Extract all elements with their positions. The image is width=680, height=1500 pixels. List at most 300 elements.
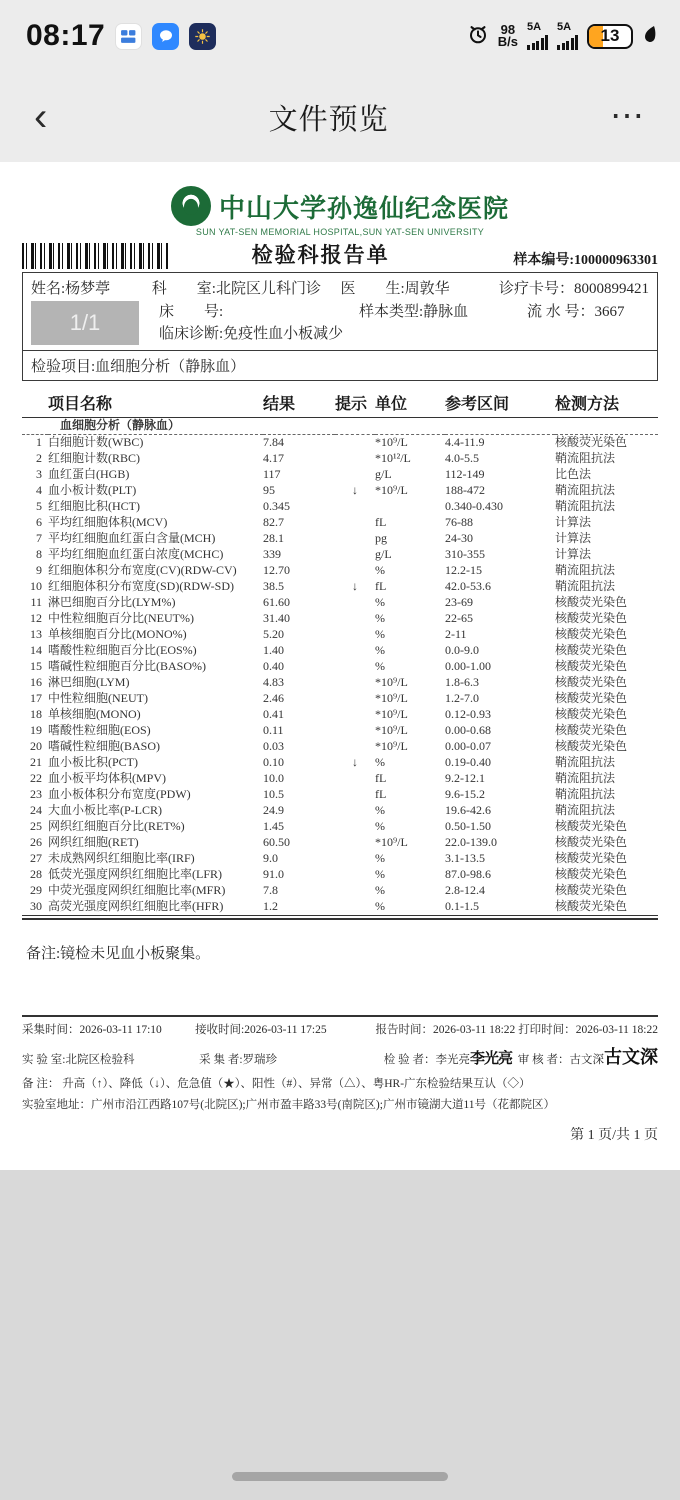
row-method: 核酸荧光染色 — [555, 659, 628, 673]
exam-item-value: 血细胞分析（静脉血） — [95, 358, 246, 375]
table-row — [22, 883, 658, 899]
row-flag — [335, 563, 375, 579]
row-reference: 112-149 — [445, 467, 485, 481]
hospital-header — [22, 180, 658, 237]
table-row — [22, 867, 658, 883]
row-flag — [335, 867, 375, 883]
lab-report — [22, 180, 658, 1148]
row-reference: 4.0-5.5 — [445, 451, 479, 465]
table-row — [22, 515, 658, 531]
row-reference: 1.8-6.3 — [445, 675, 479, 689]
row-flag — [335, 434, 375, 451]
table-row — [22, 755, 658, 771]
row-method: 计算法 — [555, 531, 592, 545]
row-unit: *10⁹/L — [375, 483, 408, 497]
row-result: 31.40 — [263, 611, 290, 625]
page-title: 文件预览 — [268, 103, 389, 136]
exam-item-row — [22, 350, 658, 381]
row-method: 核酸荧光染色 — [555, 595, 628, 609]
table-row — [22, 851, 658, 867]
table-row — [22, 547, 658, 563]
row-unit: fL — [375, 579, 387, 593]
network-speed-unit: B/s — [497, 34, 518, 49]
sample-number-value: 100000963301 — [574, 253, 658, 268]
row-flag — [335, 771, 375, 787]
row-reference: 4.4-11.9 — [445, 435, 485, 449]
row-flag — [335, 659, 375, 675]
row-result: 2.46 — [263, 691, 284, 705]
row-index: 23 — [30, 787, 42, 801]
row-reference: 2-11 — [445, 627, 467, 641]
row-item-name: 红细胞比积(HCT) — [48, 499, 140, 513]
row-index: 21 — [30, 755, 42, 769]
table-row — [22, 771, 658, 787]
row-item-name: 血小板比积(PCT) — [48, 755, 139, 769]
row-item-name: 平均红细胞体积(MCV) — [48, 515, 168, 529]
header-result: 结果 — [263, 391, 335, 418]
row-result: 0.345 — [263, 499, 290, 513]
tester-label: 检 验 者： — [383, 1053, 436, 1066]
row-flag — [335, 467, 375, 483]
reviewer-signature: 古文深 — [604, 1046, 658, 1068]
row-flag — [335, 707, 375, 723]
row-index: 3 — [36, 467, 42, 481]
table-row — [22, 739, 658, 755]
table-row — [22, 627, 658, 643]
row-index: 14 — [30, 643, 42, 657]
doctor-value: 周敦华 — [404, 281, 450, 297]
row-method: 核酸荧光染色 — [555, 867, 628, 881]
diagnosis-value: 免疫性血小板减少 — [223, 326, 344, 342]
row-unit: *10⁹/L — [375, 691, 408, 705]
row-flag — [335, 723, 375, 739]
row-method: 核酸荧光染色 — [555, 627, 628, 641]
row-result: 10.0 — [263, 771, 284, 785]
row-flag — [335, 499, 375, 515]
row-result: 82.7 — [263, 515, 284, 529]
row-reference: 12.2-15 — [445, 563, 482, 577]
row-unit: *10⁹/L — [375, 739, 408, 753]
row-reference: 87.0-98.6 — [445, 867, 491, 881]
document-sheet — [0, 162, 680, 1170]
row-result: 9.0 — [263, 851, 278, 865]
row-item-name: 白细胞计数(WBC) — [48, 435, 144, 449]
table-row — [22, 563, 658, 579]
row-result: 0.40 — [263, 659, 284, 673]
table-row — [22, 819, 658, 835]
print-time-value: 2026-03-11 18:22 — [575, 1023, 658, 1036]
row-reference: 310-355 — [445, 547, 485, 561]
receive-time-label: 接收时间: — [195, 1023, 245, 1036]
row-flag: ↓ — [352, 579, 358, 593]
row-method: 核酸荧光染色 — [555, 851, 628, 865]
table-row — [22, 499, 658, 515]
row-reference: 24-30 — [445, 531, 473, 545]
row-result: 1.40 — [263, 643, 284, 657]
row-method: 比色法 — [555, 467, 592, 481]
results-table-head — [22, 391, 658, 418]
results-group-row — [22, 417, 658, 434]
row-item-name: 未成熟网织红细胞比率(IRF) — [48, 851, 195, 865]
row-index: 11 — [30, 595, 42, 609]
row-method: 鞘流阻抗法 — [555, 451, 616, 465]
row-flag — [335, 819, 375, 835]
home-indicator-bar[interactable] — [0, 1452, 680, 1500]
table-row — [22, 787, 658, 803]
page-indicator: 第 1 页/共 1 页 — [570, 1127, 658, 1143]
row-index: 6 — [36, 515, 42, 529]
patient-name-label: 姓名: — [31, 281, 66, 297]
row-result: 117 — [263, 467, 281, 481]
row-unit: % — [375, 803, 385, 817]
row-flag — [335, 643, 375, 659]
status-bar-right — [467, 22, 658, 50]
legend-label: 备 注： — [22, 1078, 60, 1091]
row-item-name: 红细胞计数(RBC) — [48, 451, 141, 465]
row-reference: 22-65 — [445, 611, 473, 625]
header-method: 检测方法 — [555, 391, 658, 418]
table-row — [22, 835, 658, 851]
row-reference: 0.00-0.07 — [445, 739, 491, 753]
row-method: 鞘流阻抗法 — [555, 771, 616, 785]
network-speed-value: 98 — [500, 21, 516, 37]
row-item-name: 血小板体积分布宽度(PDW) — [48, 787, 191, 801]
patient-info-box — [22, 272, 658, 350]
row-reference: 0.340-0.430 — [445, 499, 503, 513]
row-result: 60.50 — [263, 835, 290, 849]
table-row — [22, 483, 658, 499]
row-unit: fL — [375, 787, 387, 801]
row-result: 10.5 — [263, 787, 284, 801]
table-row — [22, 434, 658, 451]
table-row — [22, 579, 658, 595]
row-reference: 9.6-15.2 — [445, 787, 485, 801]
row-method: 核酸荧光染色 — [555, 883, 628, 897]
row-index: 9 — [36, 563, 42, 577]
row-reference: 0.12-0.93 — [445, 707, 491, 721]
lab-label: 实 验 室: — [22, 1053, 66, 1066]
row-method: 核酸荧光染色 — [555, 643, 628, 657]
row-flag — [335, 595, 375, 611]
row-index: 24 — [30, 803, 42, 817]
results-header-row — [22, 391, 658, 418]
row-result: 0.41 — [263, 707, 284, 721]
row-index: 15 — [30, 659, 42, 673]
status-bar — [0, 0, 680, 72]
report-title: 检验科报告单 — [251, 243, 390, 267]
row-flag — [335, 691, 375, 707]
card-number-label: 诊疗卡号： — [498, 281, 574, 297]
row-result: 1.2 — [263, 899, 278, 913]
row-result: 0.03 — [263, 739, 284, 753]
row-unit: % — [375, 819, 385, 833]
row-item-name: 中荧光强度网织红细胞比率(MFR) — [48, 883, 226, 897]
row-method: 核酸荧光染色 — [555, 739, 628, 753]
row-reference: 42.0-53.6 — [445, 579, 491, 593]
row-index: 29 — [30, 883, 42, 897]
row-reference: 2.8-12.4 — [445, 883, 485, 897]
row-unit: *10⁹/L — [375, 723, 408, 737]
row-method: 鞘流阻抗法 — [555, 579, 616, 593]
row-result: 5.20 — [263, 627, 284, 641]
report-time-value: 2026-03-11 18:22 — [433, 1023, 516, 1036]
address-label: 实验室地址： — [22, 1099, 91, 1112]
row-reference: 19.6-42.6 — [445, 803, 491, 817]
row-index: 27 — [30, 851, 42, 865]
row-unit: % — [375, 851, 385, 865]
row-item-name: 红细胞体积分布宽度(CV)(RDW-CV) — [48, 563, 237, 577]
table-row — [22, 643, 658, 659]
row-index: 28 — [30, 867, 42, 881]
hospital-name-cn-1: 中山大学 — [218, 193, 327, 224]
row-item-name: 淋巴细胞百分比(LYM%) — [48, 595, 176, 609]
patient-name-value: 杨梦葶 — [65, 281, 111, 297]
row-reference: 0.50-1.50 — [445, 819, 491, 833]
sim1-label: 5A — [527, 21, 542, 33]
header-reference: 参考区间 — [445, 391, 555, 418]
row-flag — [335, 739, 375, 755]
department-value: 北院区儿科门诊 — [215, 281, 321, 297]
results-group-title: 血细胞分析（静脉血） — [48, 417, 658, 434]
network-speed — [497, 21, 518, 49]
row-unit: pg — [375, 531, 387, 545]
report-footer — [22, 1017, 658, 1149]
home-indicator[interactable] — [232, 1472, 448, 1481]
chat-app-icon — [152, 23, 179, 50]
row-method: 核酸荧光染色 — [555, 691, 628, 705]
row-unit: % — [375, 755, 385, 769]
row-index: 5 — [36, 499, 42, 513]
doctor-label: 医 生: — [340, 281, 405, 297]
row-item-name: 网织红细胞(RET) — [48, 835, 139, 849]
row-result: 24.9 — [263, 803, 284, 817]
collector-value: 罗瑞珍 — [242, 1053, 278, 1066]
row-unit: g/L — [375, 467, 392, 481]
table-row — [22, 803, 658, 819]
row-result: 7.84 — [263, 435, 284, 449]
row-index: 10 — [30, 579, 42, 593]
row-result: 28.1 — [263, 531, 284, 545]
collect-time-label: 采集时间： — [22, 1023, 80, 1036]
row-method: 鞘流阻抗法 — [555, 787, 616, 801]
row-method: 鞘流阻抗法 — [555, 483, 616, 497]
row-index: 19 — [30, 723, 42, 737]
row-result: 4.83 — [263, 675, 284, 689]
row-item-name: 中性粒细胞百分比(NEUT%) — [48, 611, 194, 625]
row-result: 4.17 — [263, 451, 284, 465]
table-row — [22, 611, 658, 627]
row-method: 计算法 — [555, 515, 592, 529]
row-reference: 23-69 — [445, 595, 473, 609]
sim2-signal-icon — [557, 22, 578, 50]
page-chip: 1/1 — [31, 301, 139, 345]
row-item-name: 血红蛋白(HGB) — [48, 467, 130, 481]
row-item-name: 嗜酸性粒细胞(EOS) — [48, 723, 151, 737]
row-index: 18 — [30, 707, 42, 721]
sim2-label: 5A — [557, 21, 572, 33]
row-method: 核酸荧光染色 — [555, 611, 628, 625]
row-reference: 0.19-0.40 — [445, 755, 491, 769]
row-index: 1 — [36, 435, 42, 449]
sample-type-label: 样本类型: — [359, 303, 424, 320]
row-unit: % — [375, 883, 385, 897]
row-item-name: 嗜酸性粒细胞百分比(EOS%) — [48, 643, 197, 657]
row-unit: *10⁹/L — [375, 435, 408, 449]
row-item-name: 血小板平均体积(MPV) — [48, 771, 167, 785]
row-result: 95 — [263, 483, 275, 497]
row-unit: fL — [375, 771, 387, 785]
tester-signature: 李光亮 — [469, 1048, 512, 1067]
row-flag — [335, 531, 375, 547]
row-result: 61.60 — [263, 595, 290, 609]
row-item-name: 低荧光强度网织红细胞比率(LFR) — [48, 867, 223, 881]
lab-value: 北院区检验科 — [65, 1053, 135, 1066]
row-result: 38.5 — [263, 579, 284, 593]
row-index: 25 — [30, 819, 42, 833]
row-item-name: 单核细胞(MONO) — [48, 707, 141, 721]
card-number-value: 8000899421 — [574, 281, 649, 297]
department-label: 科 室: — [151, 281, 216, 297]
row-index: 13 — [30, 627, 42, 641]
more-options-button[interactable]: ⋯ — [610, 97, 646, 136]
row-result: 12.70 — [263, 563, 290, 577]
row-method: 核酸荧光染色 — [555, 819, 628, 833]
table-row — [22, 531, 658, 547]
row-result: 0.10 — [263, 755, 284, 769]
table-row — [22, 675, 658, 691]
results-table — [22, 391, 658, 915]
results-table-body — [22, 417, 658, 915]
row-flag — [335, 675, 375, 691]
empty-area — [0, 1170, 680, 1500]
reviewer-label: 审 核 者： — [517, 1053, 570, 1066]
row-flag — [335, 547, 375, 563]
row-result: 7.8 — [263, 883, 278, 897]
table-row — [22, 707, 658, 723]
row-unit: *10⁹/L — [375, 835, 408, 849]
row-index: 12 — [30, 611, 42, 625]
row-item-name: 单核细胞百分比(MONO%) — [48, 627, 187, 641]
serial-label: 流 水 号： — [527, 303, 595, 320]
sample-number — [513, 249, 658, 269]
header-unit: 单位 — [375, 391, 445, 418]
row-item-name: 淋巴细胞(LYM) — [48, 675, 130, 689]
row-method: 鞘流阻抗法 — [555, 803, 616, 817]
row-result: 1.45 — [263, 819, 284, 833]
row-unit: % — [375, 659, 385, 673]
note-app-icon — [115, 23, 142, 50]
hospital-name-cn-2: 孙逸仙纪念医院 — [327, 193, 510, 223]
row-reference: 1.2-7.0 — [445, 691, 479, 705]
row-flag — [335, 451, 375, 467]
row-flag — [335, 899, 375, 915]
sim1-signal-icon — [527, 22, 548, 50]
table-row — [22, 691, 658, 707]
row-result: 339 — [263, 547, 281, 561]
row-unit — [375, 499, 445, 515]
clock-time: 08:17 — [26, 19, 106, 52]
report-title-row — [22, 239, 658, 272]
row-flag — [335, 515, 375, 531]
hospital-name-en: SUN YAT-SEN MEMORIAL HOSPITAL,SUN YAT-SEN UNIVERSITY — [195, 227, 485, 237]
collector-label: 采 集 者: — [199, 1053, 243, 1066]
leaf-icon — [642, 24, 658, 49]
row-flag — [335, 787, 375, 803]
row-reference: 188-472 — [445, 483, 485, 497]
back-button[interactable]: ‹ — [34, 95, 48, 139]
row-index: 2 — [36, 451, 42, 465]
serial-value: 3667 — [594, 303, 625, 320]
row-method: 核酸荧光染色 — [555, 835, 628, 849]
row-unit: fL — [375, 515, 387, 529]
row-item-name: 平均红细胞血红蛋白含量(MCH) — [48, 531, 216, 545]
row-item-name: 高荧光强度网织红细胞比率(HFR) — [48, 899, 224, 913]
row-item-name: 红细胞体积分布宽度(SD)(RDW-SD) — [48, 579, 234, 593]
row-method: 核酸荧光染色 — [555, 435, 628, 449]
hospital-crest-icon — [171, 186, 211, 226]
row-item-name: 血小板计数(PLT) — [48, 483, 137, 497]
row-flag — [335, 627, 375, 643]
diagnosis-label: 临床诊断: — [159, 326, 224, 342]
row-method: 鞘流阻抗法 — [555, 755, 616, 769]
row-reference: 76-88 — [445, 515, 473, 529]
report-time-label: 报告时间： — [375, 1023, 433, 1036]
row-reference: 3.1-13.5 — [445, 851, 485, 865]
row-index: 8 — [36, 547, 42, 561]
row-flag — [335, 611, 375, 627]
row-unit: % — [375, 611, 385, 625]
row-index: 17 — [30, 691, 42, 705]
header-flag: 提示 — [335, 391, 375, 418]
row-flag: ↓ — [352, 755, 358, 769]
row-method: 鞘流阻抗法 — [555, 499, 616, 513]
row-flag — [335, 851, 375, 867]
row-item-name: 嗜碱性粒细胞(BASO) — [48, 739, 161, 753]
remark-text: 备注:镜检未见血小板聚集。 — [26, 945, 211, 962]
row-index: 16 — [30, 675, 42, 689]
header-item-name: 项目名称 — [48, 391, 263, 418]
row-item-name: 网织红细胞百分比(RET%) — [48, 819, 185, 833]
row-reference: 0.0-9.0 — [445, 643, 479, 657]
address-value: 广州市沿江西路107号(北院区);广州市盈丰路33号(南院区);广州市镜湖大道11号（花都院区） — [91, 1099, 556, 1112]
status-bar-left — [26, 19, 216, 53]
row-unit: % — [375, 595, 385, 609]
row-reference: 9.2-12.1 — [445, 771, 485, 785]
footer-spacer — [22, 963, 658, 1015]
row-index: 4 — [36, 483, 42, 497]
table-row — [22, 659, 658, 675]
row-flag: ↓ — [352, 483, 358, 497]
legend-value: 升高（↑）、降低（↓）、危急值（★）、阳性（#）、异常（△）、粤HR-广东检验结果互认（◇） — [62, 1078, 531, 1091]
badge-app-icon — [189, 23, 216, 50]
row-flag — [335, 883, 375, 899]
header-index — [22, 391, 48, 418]
row-method: 鞘流阻抗法 — [555, 563, 616, 577]
row-item-name: 大血小板比率(P-LCR) — [48, 803, 163, 817]
battery-icon — [587, 24, 633, 49]
row-item-name: 中性粒细胞(NEUT) — [48, 691, 148, 705]
exam-item-label: 检验项目: — [31, 358, 96, 375]
battery-percent: 13 — [600, 26, 620, 45]
row-reference: 22.0-139.0 — [445, 835, 497, 849]
row-method: 核酸荧光染色 — [555, 899, 628, 913]
row-index: 22 — [30, 771, 42, 785]
row-method: 核酸荧光染色 — [555, 723, 628, 737]
row-reference: 0.00-1.00 — [445, 659, 491, 673]
receive-time-value: 2026-03-11 17:25 — [244, 1023, 327, 1036]
table-row — [22, 723, 658, 739]
row-result: 0.11 — [263, 723, 284, 737]
